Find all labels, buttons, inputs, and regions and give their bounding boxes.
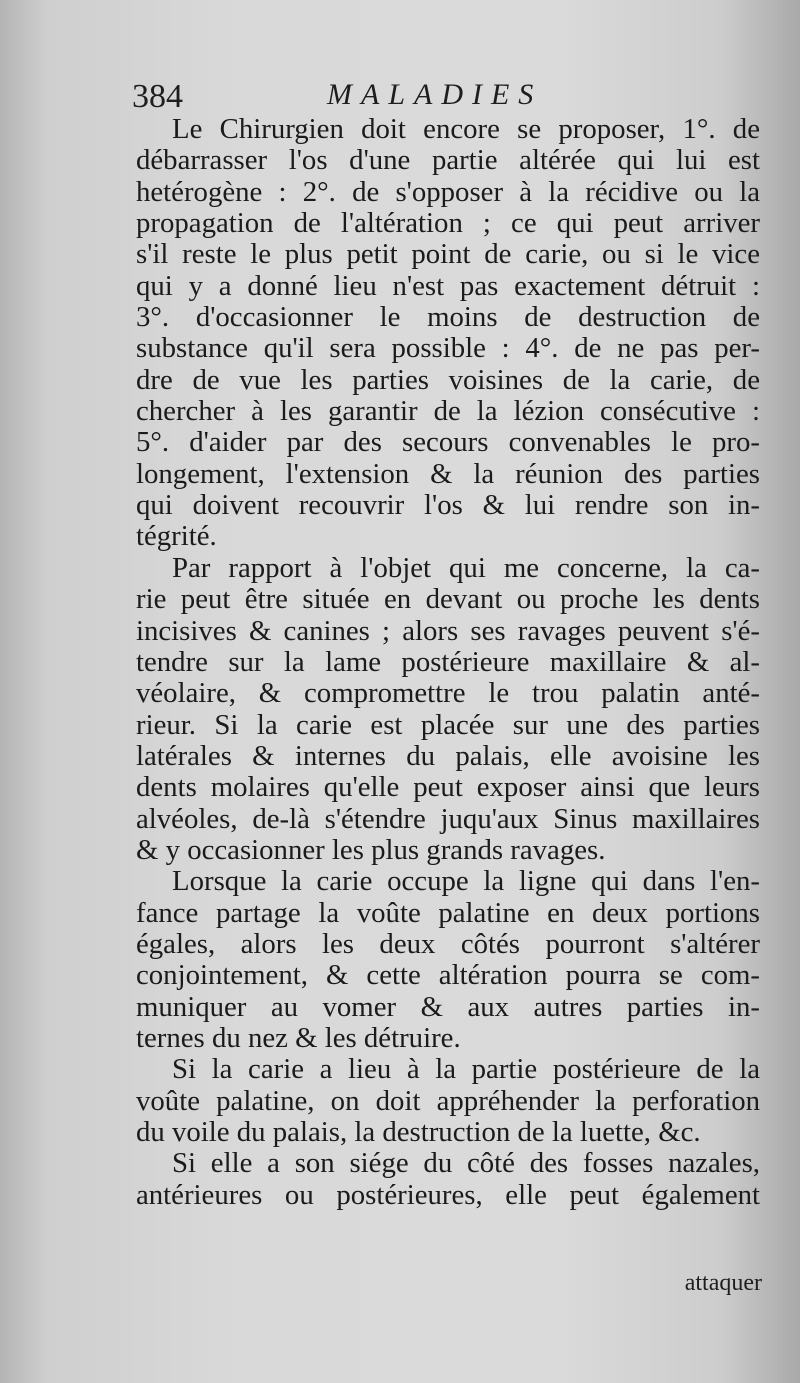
text-line: conjointement, & cette altération pourra se com- (136, 959, 760, 992)
text-line: rie peut être située en devant ou proche les dents (136, 583, 760, 616)
catchword: attaquer (684, 1270, 762, 1296)
page-number: 384 (132, 78, 183, 115)
text-line: tégrité. (136, 520, 217, 553)
text-line: débarrasser l'os d'une partie altérée qui lui est (136, 144, 760, 177)
text-line: antérieures ou postérieures, elle peut également (136, 1178, 760, 1211)
text-line: Le Chirurgien doit encore se proposer, 1°. de (172, 113, 760, 145)
text-line: du voile du palais, la destruction de la luette, &c. (136, 1116, 701, 1148)
text-line: Si la carie a lieu à la partie postérieure de la (172, 1053, 760, 1086)
text-line: Par rapport à l'objet qui me concerne, la ca- (172, 551, 760, 584)
text-line: voûte palatine, on doit appréhender la perforation (136, 1084, 760, 1117)
text-line: hetérogène : 2°. de s'opposer à la récidive ou la (136, 175, 760, 208)
text-line: égales, alors les deux côtés pourront s'altérer (136, 927, 760, 960)
text-line: chercher à les garantir de la lézion consécutive : (136, 395, 760, 428)
text-line: 3°. d'occasionner le moins de destruction de (136, 301, 760, 334)
text-line: 5°. d'aider par des secours convenables le pro- (136, 426, 760, 459)
running-head: MALADIES (327, 78, 543, 111)
text-line: ternes du nez & les détruire. (136, 1021, 461, 1054)
text-line: qui y a donné lieu n'est pas exactement détruit : (136, 269, 760, 302)
text-line: Si elle a son siége du côté des fosses nazales, (172, 1147, 760, 1180)
text-line: & y occasionner les plus grands ravages. (136, 833, 606, 866)
text-line: incisives & canines ; alors ses ravages peuvent s'é- (136, 614, 760, 647)
text-line: alvéoles, de-là s'étendre juqu'aux Sinus maxillaires (136, 802, 760, 835)
text-line: substance qu'il sera possible : 4°. de ne pas per- (136, 332, 760, 365)
text-line: fance partage la voûte palatine en deux portions (136, 896, 760, 929)
text-line: tendre sur la lame postérieure maxillaire & al- (136, 645, 760, 678)
text-line: s'il reste le plus petit point de carie, ou si le vice (136, 238, 760, 271)
text-line: Lorsque la carie occupe la ligne qui dans l'en- (172, 865, 760, 898)
text-line: véolaire, & compromettre le trou palatin anté- (136, 677, 760, 710)
body-text (136, 114, 760, 1211)
text-line: dre de vue les parties voisines de la carie, de (136, 363, 760, 396)
text-line: longement, l'extension & la réunion des parties (136, 457, 760, 490)
text-line: rieur. Si la carie est placée sur une des parties (136, 708, 760, 741)
text-line: propagation de l'altération ; ce qui peut arriver (136, 207, 760, 240)
text-line: qui doivent recouvrir l'os & lui rendre son in- (136, 489, 760, 522)
text-line: latérales & internes du palais, elle avoisine les (136, 739, 760, 772)
text-line: dents molaires qu'elle peut exposer ainsi que leurs (136, 771, 760, 804)
text-line: muniquer au vomer & aux autres parties in- (136, 990, 760, 1023)
